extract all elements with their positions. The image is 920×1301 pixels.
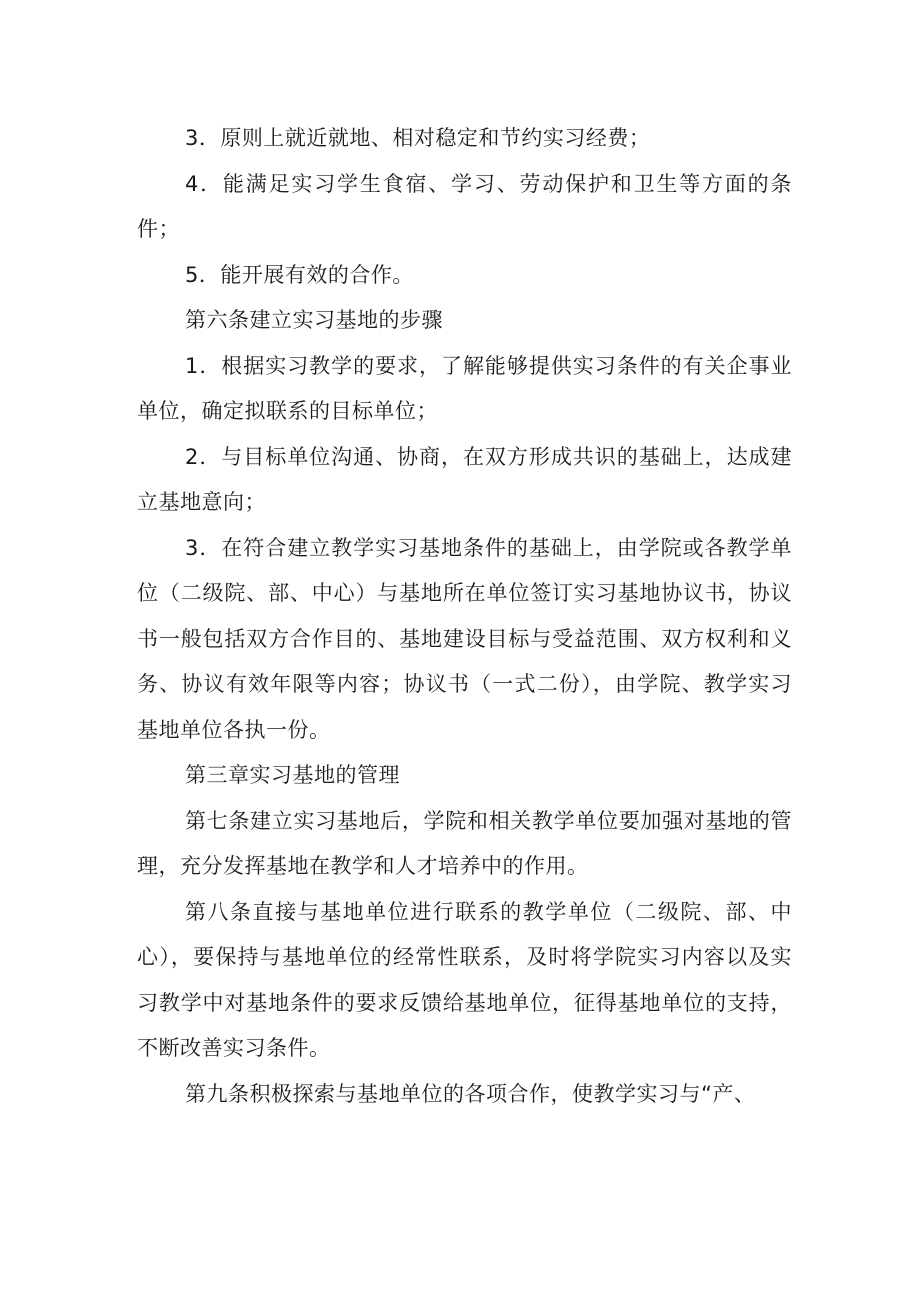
paragraph-item-4: 4．能满足实习学生食宿、学习、劳动保护和卫生等方面的条件； bbox=[137, 171, 792, 241]
paragraph-step-1: 1．根据实习教学的要求，了解能够提供实习条件的有关企事业单位，确定拟联系的目标单位； bbox=[137, 353, 792, 423]
paragraph-article-8: 第八条直接与基地单位进行联系的教学单位（二级院、部、中心），要保持与基地单位的经常性联系，及时将学院实习内容以及实习教学中对基地条件的要求反馈给基地单位，征得基地单位的支持，不断改善实习条件。 bbox=[137, 899, 792, 1060]
paragraph-item-5: 5．能开展有效的合作。 bbox=[185, 262, 414, 287]
paragraph-step-2: 2．与目标单位沟通、协商，在双方形成共识的基础上，达成建立基地意向； bbox=[137, 444, 792, 514]
chapter-heading-3: 第三章实习基地的管理 bbox=[185, 763, 400, 787]
paragraph-step-3: 3．在符合建立教学实习基地条件的基础上，由学院或各教学单位（二级院、部、中心）与基地所在单位签订实习基地协议书，协议书一般包括双方合作目的、基地建设目标与受益范围、双方权利和义务、协议有效年限等内容；协议书（一式二份），由学院、教学实习基地单位各执一份。 bbox=[137, 535, 792, 742]
paragraph-item-3: 3．原则上就近就地、相对稳定和节约实习经费； bbox=[185, 126, 651, 150]
section-heading-article-6: 第六条建立实习基地的步骤 bbox=[185, 308, 443, 332]
document-body bbox=[137, 116, 792, 1117]
paragraph-article-7: 第七条建立实习基地后，学院和相关教学单位要加强对基地的管理，充分发挥基地在教学和人才培养中的作用。 bbox=[137, 808, 792, 878]
paragraph-article-9: 第九条积极探索与基地单位的各项合作，使教学实习与“产、 bbox=[185, 1081, 756, 1106]
